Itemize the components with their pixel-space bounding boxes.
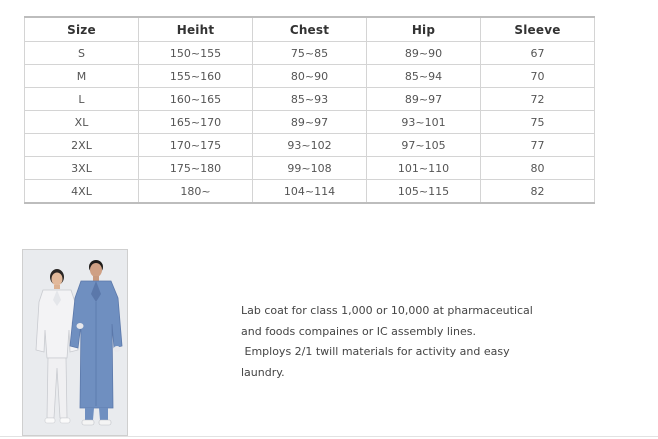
cell-height: 160~165 [139,88,253,111]
header-hip: Hip [367,17,481,42]
description-line: Employs 2/1 twill materials for activity and easy [241,345,510,358]
cell-hip: 93~101 [367,111,481,134]
cell-size: 4XL [25,180,139,204]
bottom-divider [0,436,658,437]
cell-sleeve: 70 [481,65,595,88]
cell-sleeve: 75 [481,111,595,134]
cell-chest: 80~90 [253,65,367,88]
cell-chest: 89~97 [253,111,367,134]
cell-size: S [25,42,139,65]
size-chart-table [24,16,595,204]
cell-sleeve: 72 [481,88,595,111]
header-height: Heiht [139,17,253,42]
cell-hip: 97~105 [367,134,481,157]
cell-sleeve: 80 [481,157,595,180]
table-row [25,134,595,157]
cell-height: 150~155 [139,42,253,65]
cell-hip: 105~115 [367,180,481,204]
description-line: and foods compaines or IC assembly lines. [241,324,476,338]
cell-hip: 101~110 [367,157,481,180]
header-chest: Chest [253,17,367,42]
product-description [241,301,561,383]
cell-size: M [25,65,139,88]
cell-hip: 89~97 [367,88,481,111]
cell-hip: 89~90 [367,42,481,65]
product-photo [22,249,128,436]
table-row [25,88,595,111]
description-line: laundry. [241,365,285,379]
cell-height: 180~ [139,180,253,204]
cell-chest: 93~102 [253,134,367,157]
cell-sleeve: 67 [481,42,595,65]
header-sleeve: Sleeve [481,17,595,42]
table-row [25,111,595,134]
cell-hip: 85~94 [367,65,481,88]
cell-chest: 99~108 [253,157,367,180]
cell-height: 170~175 [139,134,253,157]
header-size: Size [25,17,139,42]
lab-coat-models-illustration [23,250,127,435]
table-header-row [25,17,595,42]
cell-size: 3XL [25,157,139,180]
cell-height: 165~170 [139,111,253,134]
table-row [25,65,595,88]
table-row [25,180,595,204]
cell-chest: 104~114 [253,180,367,204]
cell-sleeve: 82 [481,180,595,204]
cell-size: XL [25,111,139,134]
table-row [25,42,595,65]
cell-height: 155~160 [139,65,253,88]
table-row [25,157,595,180]
cell-chest: 85~93 [253,88,367,111]
description-line: Lab coat for class 1,000 or 10,000 at pharmaceutical [241,304,533,317]
cell-height: 175~180 [139,157,253,180]
cell-size: 2XL [25,134,139,157]
cell-chest: 75~85 [253,42,367,65]
cell-sleeve: 77 [481,134,595,157]
cell-size: L [25,88,139,111]
